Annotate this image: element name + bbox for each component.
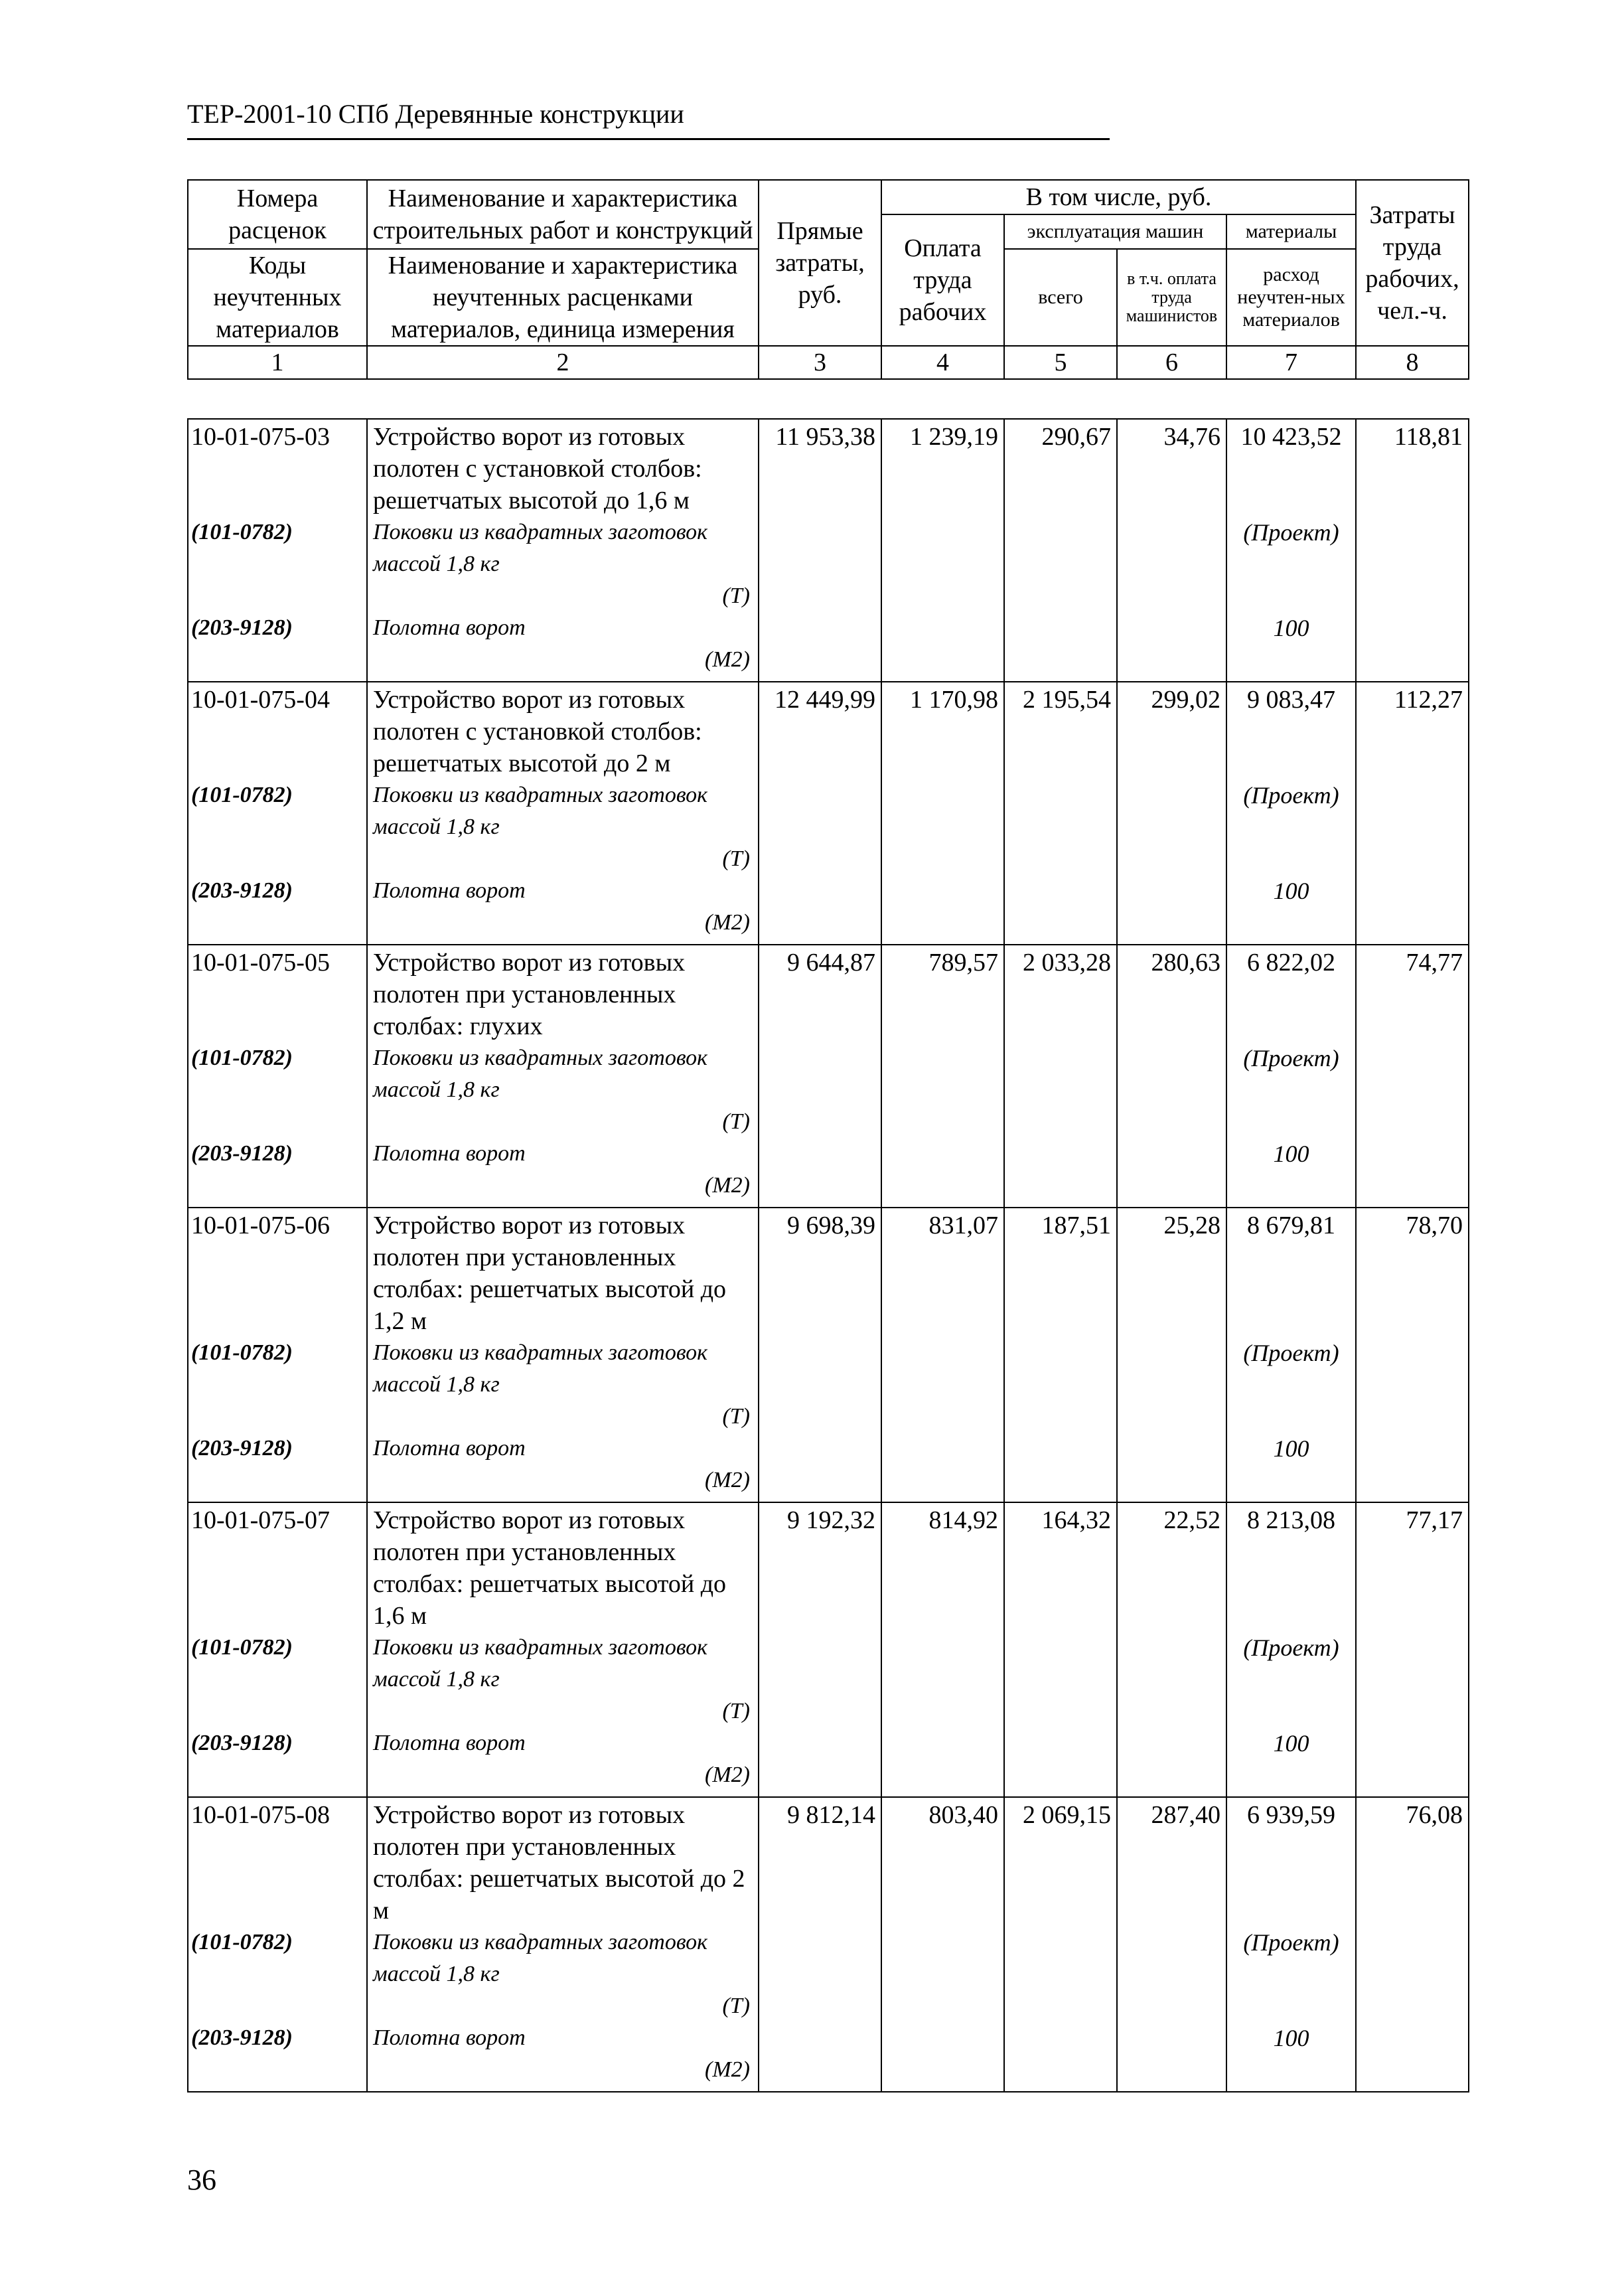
header-labor-pay: Оплата труда рабочих [881,214,1004,346]
price-code: 10-01-075-04 [191,686,330,714]
price-code: 10-01-075-07 [191,1506,330,1534]
materials-cost: 6 822,02 [1247,949,1335,977]
labor-hours: 74,77 [1356,945,1469,1208]
material-code: (101-0782) [191,520,293,544]
material-name: Поковки из квадратных заготовок массой 1,8 кг [373,1046,708,1102]
material-code: (101-0782) [191,1046,293,1070]
material-unit: (М2) [705,2057,750,2082]
header-rule [187,138,1110,140]
work-name: Устройство ворот из готовых полотен с установкой столбов: решетчатых высотой до 2 м [373,686,702,777]
work-name: Устройство ворот из готовых полотен при установленных столбах: глухих [373,949,686,1040]
table-row [188,1208,1469,1502]
direct-cost: 9 698,39 [759,1208,881,1502]
material-name: Полотна ворот [373,878,526,903]
material-unit: (Т) [722,1699,750,1723]
labor-pay: 1 170,98 [881,682,1004,945]
work-name: Устройство ворот из готовых полотен при установленных столбах: решетчатых высотой до 2 м [373,1801,745,1925]
material-code: (101-0782) [191,1930,293,1954]
material-unit: (М2) [705,910,750,935]
materials-cost: 6 939,59 [1247,1801,1335,1829]
header-unaccounted-materials: расход неучтен-ных материалов [1226,249,1356,346]
material-name: Поковки из квадратных заготовок массой 1,8 кг [373,1340,708,1397]
table-row [188,1797,1469,2092]
machinists-pay: 22,52 [1117,1502,1226,1797]
material-unit: (М2) [705,1468,750,1492]
header-machinists-pay: в т.ч. оплата труда машинистов [1117,249,1226,346]
machinists-pay: 280,63 [1117,945,1226,1208]
materials-cost: 10 423,52 [1240,423,1342,451]
direct-cost: 9 644,87 [759,945,881,1208]
labor-hours: 118,81 [1356,419,1469,682]
material-amount: (Проект) [1243,1634,1339,1661]
labor-hours: 77,17 [1356,1502,1469,1797]
material-amount: (Проект) [1243,1929,1339,1956]
material-code: (203-9128) [191,1731,293,1755]
header-material-names: Наименование и характеристика неучтенных расценками материалов, единица измерения [367,249,759,346]
labor-hours: 112,27 [1356,682,1469,945]
labor-hours: 76,08 [1356,1797,1469,2092]
column-number: 3 [759,346,881,379]
material-amount: 100 [1273,878,1309,904]
material-amount: (Проект) [1243,1340,1339,1366]
material-amount: 100 [1273,615,1309,641]
material-name: Поковки из квадратных заготовок массой 1,8 кг [373,1635,708,1692]
work-name: Устройство ворот из готовых полотен с установкой столбов: решетчатых высотой до 1,6 м [373,423,702,514]
material-name: Поковки из квадратных заготовок массой 1,8 кг [373,783,708,839]
material-name: Поковки из квадратных заготовок массой 1,8 кг [373,1930,708,1986]
labor-pay: 789,57 [881,945,1004,1208]
work-name: Устройство ворот из готовых полотен при установленных столбах: решетчатых высотой до 1,6 м [373,1506,727,1630]
material-name: Полотна ворот [373,615,526,640]
material-name: Поковки из квадратных заготовок массой 1,8 кг [373,520,708,576]
work-name: Устройство ворот из готовых полотен при установленных столбах: решетчатых высотой до 1,2 м [373,1212,727,1335]
material-unit: (Т) [722,584,750,608]
table-row [188,419,1469,682]
material-name: Полотна ворот [373,1731,526,1755]
machines-total: 2 069,15 [1004,1797,1117,2092]
machinists-pay: 34,76 [1117,419,1226,682]
material-unit: (Т) [722,1994,750,2018]
labor-hours: 78,70 [1356,1208,1469,1502]
header-price-numbers: Номера расценок [188,180,367,249]
direct-cost: 9 192,32 [759,1502,881,1797]
table-row [188,1502,1469,1797]
price-code: 10-01-075-03 [191,423,330,451]
material-unit: (Т) [722,1404,750,1429]
machines-total: 290,67 [1004,419,1117,682]
material-amount: (Проект) [1243,782,1339,809]
direct-cost: 12 449,99 [759,682,881,945]
header-machine-operation: эксплуатация машин [1004,214,1226,249]
labor-pay: 831,07 [881,1208,1004,1502]
table-row [188,682,1469,945]
column-number: 6 [1117,346,1226,379]
labor-pay: 1 239,19 [881,419,1004,682]
material-amount: 100 [1273,1435,1309,1462]
material-code: (203-9128) [191,615,293,640]
material-name: Полотна ворот [373,1436,526,1460]
header-including-group: В том числе, руб. [881,180,1356,214]
direct-cost: 11 953,38 [759,419,881,682]
material-code: (203-9128) [191,1436,293,1460]
price-code: 10-01-075-05 [191,949,330,977]
material-amount: (Проект) [1243,519,1339,546]
header-work-name: Наименование и характеристика строительных работ и конструкций [367,180,759,249]
material-amount: 100 [1273,1141,1309,1167]
machines-total: 164,32 [1004,1502,1117,1797]
price-code: 10-01-075-08 [191,1801,330,1829]
table-row [188,945,1469,1208]
material-unit: (М2) [705,647,750,672]
material-unit: (М2) [705,1173,750,1198]
material-code: (203-9128) [191,1141,293,1166]
material-unit: (М2) [705,1763,750,1787]
price-code: 10-01-075-06 [191,1212,330,1239]
machinists-pay: 287,40 [1117,1797,1226,2092]
page-number: 36 [187,2164,216,2196]
column-number: 1 [188,346,367,379]
material-code: (101-0782) [191,1340,293,1365]
header-material-codes: Коды неучтенных материалов [188,249,367,346]
header-machines-total: всего [1004,249,1117,346]
material-code: (101-0782) [191,783,293,807]
machinists-pay: 299,02 [1117,682,1226,945]
column-number: 5 [1004,346,1117,379]
machines-total: 2 195,54 [1004,682,1117,945]
header-direct-cost: Прямые затраты, руб. [759,180,881,346]
document-title: ТЕР-2001-10 СПб Деревянные конструкции [187,99,684,129]
machinists-pay: 25,28 [1117,1208,1226,1502]
material-name: Полотна ворот [373,2025,526,2050]
material-code: (101-0782) [191,1635,293,1660]
materials-cost: 8 679,81 [1247,1212,1335,1239]
materials-cost: 9 083,47 [1247,686,1335,714]
column-header-table [187,179,1469,380]
material-amount: 100 [1273,1730,1309,1757]
machines-total: 187,51 [1004,1208,1117,1502]
material-amount: 100 [1273,2025,1309,2051]
material-code: (203-9128) [191,2025,293,2050]
column-number: 4 [881,346,1004,379]
material-code: (203-9128) [191,878,293,903]
material-unit: (Т) [722,846,750,871]
column-number: 8 [1356,346,1469,379]
material-unit: (Т) [722,1109,750,1134]
direct-cost: 9 812,14 [759,1797,881,2092]
machines-total: 2 033,28 [1004,945,1117,1208]
labor-pay: 803,40 [881,1797,1004,2092]
materials-cost: 8 213,08 [1247,1506,1335,1534]
header-materials: материалы [1226,214,1356,249]
labor-pay: 814,92 [881,1502,1004,1797]
header-labor-hours: Затраты труда рабочих, чел.-ч. [1356,180,1469,346]
column-number: 7 [1226,346,1356,379]
column-number: 2 [367,346,759,379]
material-name: Полотна ворот [373,1141,526,1166]
price-table [187,418,1469,2092]
material-amount: (Проект) [1243,1045,1339,1071]
